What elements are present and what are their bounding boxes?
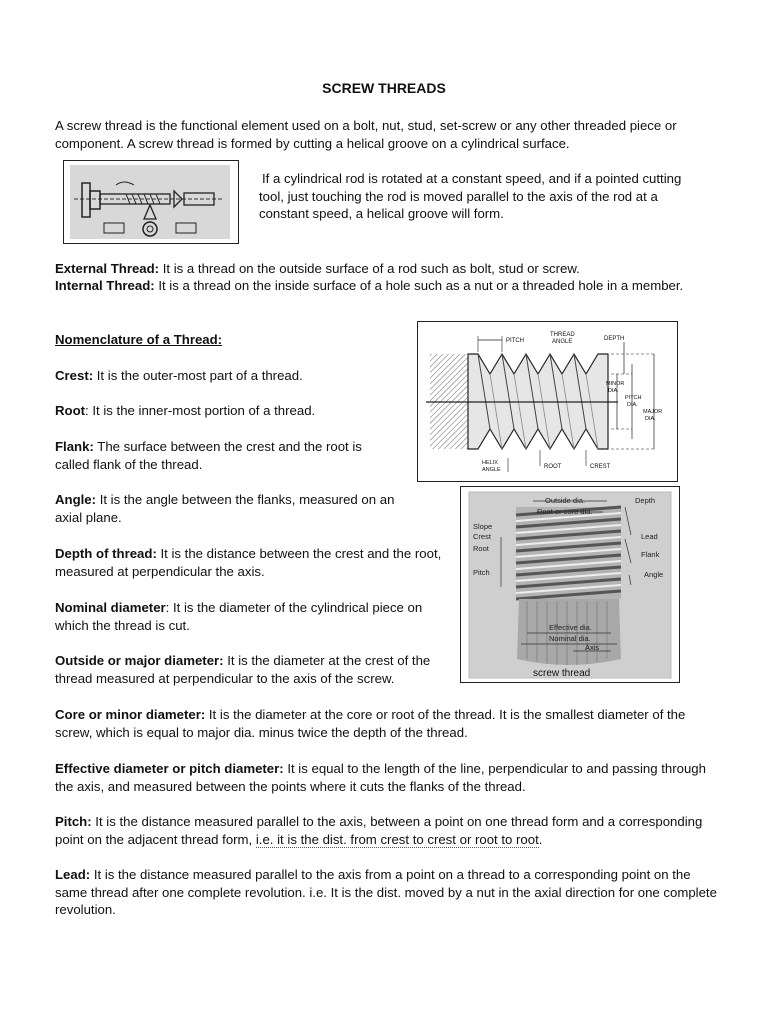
pitch-definition — [55, 813, 710, 848]
lathe-paragraph: If a cylindrical rod is rotated at a constant speed, and if a pointed cutting tool, just touching the rod is moved parallel to the axis of the rod at a constant speed, a helical groove will form. — [259, 171, 682, 222]
minor-dia-label-1: MINOR — [606, 381, 625, 387]
depth-text: It is the distance between the crest and the root, measured at perpendicular the axis. — [55, 546, 442, 579]
depth-definition — [55, 545, 450, 580]
nomenclature-heading — [55, 331, 222, 349]
internal-thread-term: Internal Thread: — [55, 278, 155, 293]
helix-angle-label-2: ANGLE — [482, 467, 501, 473]
lathe-figure — [63, 160, 239, 244]
screw-thread-figure — [460, 486, 680, 683]
minor-diameter-term: Core or minor diameter: — [55, 707, 206, 722]
page-title: SCREW THREADS — [322, 80, 446, 96]
external-thread-definition — [55, 260, 715, 278]
effective-diameter-term: Effective diameter or pitch diameter: — [55, 761, 284, 776]
external-thread-term: External Thread: — [55, 261, 160, 276]
pitch-label: PITCH — [506, 338, 524, 344]
pitch-end: . — [538, 831, 543, 847]
root-label: ROOT — [544, 464, 562, 470]
lathe-illustration — [64, 161, 238, 243]
lead-label: Lead — [641, 532, 658, 541]
minor-diameter-text: It is the diameter at the core or root of the thread. It is the smallest diameter of the screw, which is equal to major dia. minus twice the depth of the thread. — [55, 707, 686, 740]
internal-thread-definition — [55, 277, 715, 295]
major-diameter-term: Outside or major diameter: — [55, 653, 224, 668]
root-text: : It is the inner-most portion of a thread. — [85, 403, 316, 418]
flank-definition — [55, 438, 375, 473]
root-core-dia-label: Root or core dia. — [537, 507, 593, 516]
lead-text: It is the distance measured parallel to the axis from a point on a thread to a corresponding point on the same thread after one complete revolution. i.e. It is the dist. moved by a nut in the axial direction for one complete revolution. — [55, 867, 717, 918]
major-diameter-text: It is the diameter at the crest of the thread measured at perpendicular to the axis of the screw. — [55, 653, 431, 686]
slope-label: Slope — [473, 522, 493, 531]
effective-dia-label: Effective dia. — [549, 623, 592, 632]
angle-text: It is the angle between the flanks, measured on an axial plane. — [55, 492, 395, 525]
crest-photo-label: Crest — [473, 532, 491, 541]
pitch-dia-label-2: DIA. — [627, 402, 638, 408]
crest-label: CREST — [590, 464, 611, 470]
crest-text: It is the outer-most part of a thread. — [93, 368, 303, 383]
major-diameter-definition — [55, 652, 460, 687]
effective-diameter-text: It is equal to the length of the line, perpendicular to and passing through the axis, and measured between the points where it cuts the flanks of the thread. — [55, 761, 706, 794]
external-thread-text: It is a thread on the outside surface of a rod such as bolt, stud or screw. — [159, 261, 580, 276]
nominal-diameter-term: Nominal diameter — [55, 600, 166, 615]
major-dia-label-2: DIA. — [645, 416, 656, 422]
thread-nomenclature-figure — [417, 321, 678, 482]
depth-photo-label: Depth — [635, 496, 656, 505]
flank-text: The surface between the crest and the root is called flank of the thread. — [55, 439, 362, 472]
lead-term: Lead: — [55, 867, 91, 882]
angle-photo-label: Angle — [644, 570, 664, 579]
minor-dia-label-2: DIA. — [608, 388, 619, 394]
axis-label: Axis — [585, 643, 600, 652]
nomenclature-heading-text: Nomenclature of a Thread: — [55, 332, 223, 347]
intro-paragraph: A screw thread is the functional element used on a bolt, nut, stud, set-screw or any other threaded piece or component. A screw thread is formed by cutting a helical groove on a cylindrical surface. — [55, 118, 677, 151]
nominal-dia-label: Nominal dia. — [549, 634, 591, 643]
crest-definition — [55, 367, 405, 385]
minor-diameter-definition — [55, 706, 715, 741]
pitch-dotted-text: i.e. it is the dist. from crest to crest or root to root — [255, 831, 539, 847]
angle-definition — [55, 491, 425, 526]
root-photo-label: Root — [473, 544, 489, 553]
thread-angle-label-2: ANGLE — [552, 339, 573, 345]
helix-angle-label-1: HELIX — [482, 460, 498, 466]
pitch-dia-label-1: PITCH — [625, 395, 642, 401]
nominal-diameter-text: : It is the diameter of the cylindrical piece on which the thread is cut. — [55, 600, 423, 633]
crest-term: Crest: — [55, 368, 94, 383]
screw-thread-caption: screw thread — [533, 668, 591, 679]
depth-term: Depth of thread: — [55, 546, 157, 561]
outside-dia-label: Outside dia. — [545, 496, 586, 505]
major-dia-label-1: MAJOR — [643, 409, 663, 415]
angle-term: Angle: — [55, 492, 97, 507]
root-term: Root — [55, 403, 86, 418]
nominal-diameter-definition — [55, 599, 455, 634]
flank-term: Flank: — [55, 439, 94, 454]
thread-angle-label-1: THREAD — [550, 332, 575, 338]
screw-thread-diagram — [461, 487, 679, 682]
lead-definition — [55, 866, 720, 919]
root-definition — [55, 402, 405, 420]
internal-thread-text: It is a thread on the inside surface of a hole such as a nut or a threaded hole in a member. — [154, 278, 684, 293]
effective-diameter-definition — [55, 760, 715, 795]
pitch-text: It is the distance measured parallel to the axis, between a point on one thread form and a corresponding point on the adjacent thread form, — [55, 814, 703, 847]
thread-nomenclature-diagram — [418, 322, 677, 481]
flank-photo-label: Flank — [641, 550, 660, 559]
pitch-term: Pitch: — [55, 814, 92, 829]
depth-label: DEPTH — [604, 336, 625, 342]
pitch-photo-label: Pitch — [473, 568, 490, 577]
